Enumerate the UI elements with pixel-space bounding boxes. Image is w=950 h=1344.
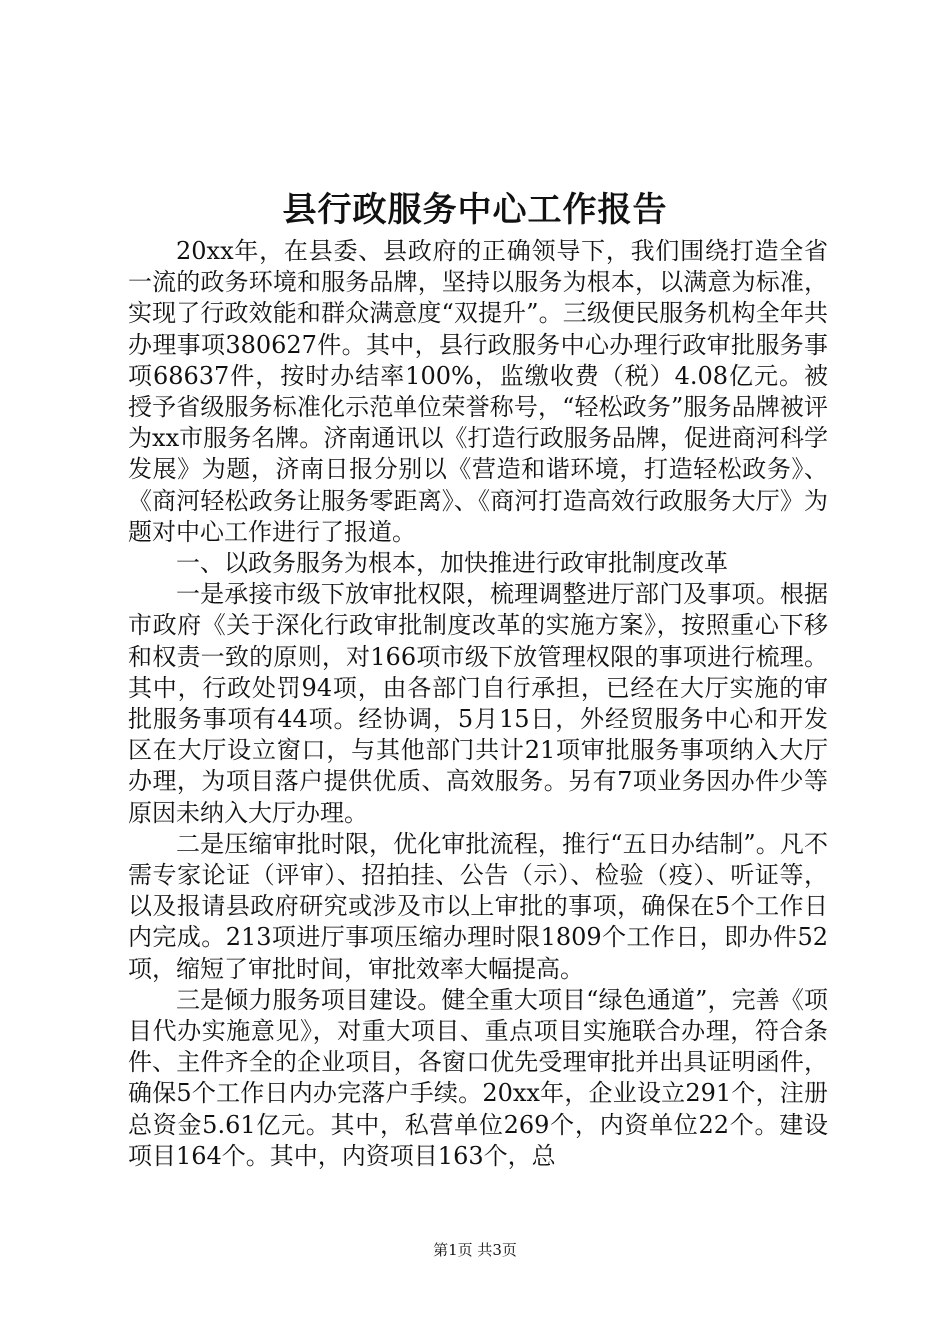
paragraph-item-3: 三是倾力服务项目建设。健全重大项目“绿色通道”，完善《项目代办实施意见》，对重大项目、重点项目实施联合办理，符合条件、主件齐全的企业项目，各窗口优先受理审批并出具证明函件，确保5个工作日内办完落户手续。20xx年，企业设立291个，注册总资金5.61亿元。其中，私营单位269个，内资单位22个。建设项目164个。其中，内资项目163个，总: [128, 985, 828, 1170]
document-body: [128, 236, 828, 1172]
document-title: 县行政服务中心工作报告: [282, 190, 668, 230]
paragraph-intro: 20xx年，在县委、县政府的正确领导下，我们围绕打造全省一流的政务环境和服务品牌，坚持以服务为根本，以满意为标准，实现了行政效能和群众满意度“双提升”。三级便民服务机构全年共办理事项380627件。其中，县行政服务中心办理行政审批服务事项68637件，按时办结率100%，监缴收费（税）4.08亿元。被授予省级服务标准化示范单位荣誉称号，“轻松政务”服务品牌被评为xx市服务名牌。济南通讯以《打造行政服务品牌，促进商河科学发展》为题，济南日报分别以《营造和谐环境，打造轻松政务》、《商河轻松政务让服务零距离》、《商河打造高效行政服务大厅》为题对中心工作进行了报道。: [128, 237, 828, 546]
section-heading-1: 一、以政务服务为根本，加快推进行政审批制度改革: [176, 549, 728, 578]
paragraph-item-2: 二是压缩审批时限，优化审批流程，推行“五日办结制”。凡不需专家论证（评审）、招拍挂、公告（示）、检验（疫）、听证等，以及报请县政府研究或涉及市以上审批的事项，确保在5个工作日内完成。213项进厅事项压缩办理时限1809个工作日，即办件52项，缩短了审批时间，审批效率大幅提高。: [128, 829, 828, 983]
paragraph-item-1: 一是承接市级下放审批权限，梳理调整进厅部门及事项。根据市政府《关于深化行政审批制度改革的实施方案》，按照重心下移和权责一致的原则，对166项市级下放管理权限的事项进行梳理。其中，行政处罚94项，由各部门自行承担，已经在大厅实施的审批服务事项有44项。经协调，5月15日，外经贸服务中心和开发区在大厅设立窗口，与其他部门共计21项审批服务事项纳入大厅办理，为项目落户提供优质、高效服务。另有7项业务因办件少等原因未纳入大厅办理。: [128, 580, 828, 827]
page-footer: 第1页 共3页: [433, 1241, 517, 1259]
